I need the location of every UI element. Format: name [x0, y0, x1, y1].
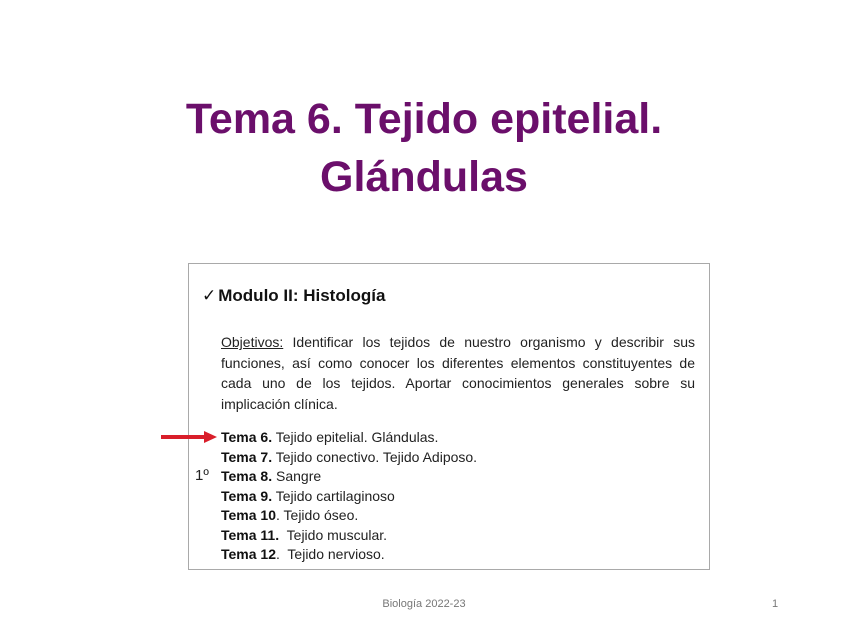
topic-item — [221, 467, 477, 487]
topic-name: . Tejido nervioso. — [276, 546, 385, 562]
module-title: Modulo II: Histología — [218, 286, 386, 305]
topic-item — [221, 428, 477, 448]
topic-item — [221, 487, 477, 507]
order-marker: 1º — [195, 467, 209, 484]
objectives-label: Objetivos: — [221, 334, 284, 350]
topic-number: Tema 6. — [221, 429, 273, 445]
topic-number: Tema 7. — [221, 448, 273, 465]
slide-title — [0, 90, 848, 206]
topic-item — [221, 526, 477, 546]
topic-name: Tejido muscular. — [279, 526, 388, 543]
objectives-paragraph — [221, 332, 695, 414]
topic-item — [221, 448, 477, 468]
module-heading — [202, 286, 385, 306]
topic-item — [221, 545, 477, 565]
objectives-text: Identificar los tejidos de nuestro organismo y describir sus funciones, así como conocer los diferentes elementos constituyentes de cada uno de los tejidos. Aportar conocimientos generales sobre su implicación clínica. — [221, 334, 695, 412]
checkmark-icon: ✓ — [202, 286, 217, 305]
topic-list — [221, 428, 477, 565]
red-arrow-icon — [160, 430, 218, 444]
title-line-2: Glándulas — [320, 153, 528, 201]
topic-item — [221, 506, 477, 526]
topic-name: Tejido epitelial. Glándulas. — [275, 429, 439, 445]
topic-name: Sangre — [276, 468, 322, 484]
topic-name: Tejido conectivo. Tejido Adiposo. — [275, 448, 478, 465]
topic-number: Tema 11. — [221, 526, 280, 543]
topic-number: Tema 9. — [221, 487, 273, 504]
topic-name: . Tejido óseo. — [276, 507, 359, 523]
footer-text: Biología 2022-23 — [382, 598, 466, 610]
topic-number: Tema 10 — [221, 507, 276, 523]
title-line-1: Tema 6. Tejido epitelial. — [185, 95, 663, 143]
topic-number: Tema 12 — [221, 546, 276, 562]
topic-name: Tejido cartilaginoso — [275, 487, 395, 504]
topic-number: Tema 8. — [221, 468, 273, 484]
page-number: 1 — [772, 598, 779, 610]
